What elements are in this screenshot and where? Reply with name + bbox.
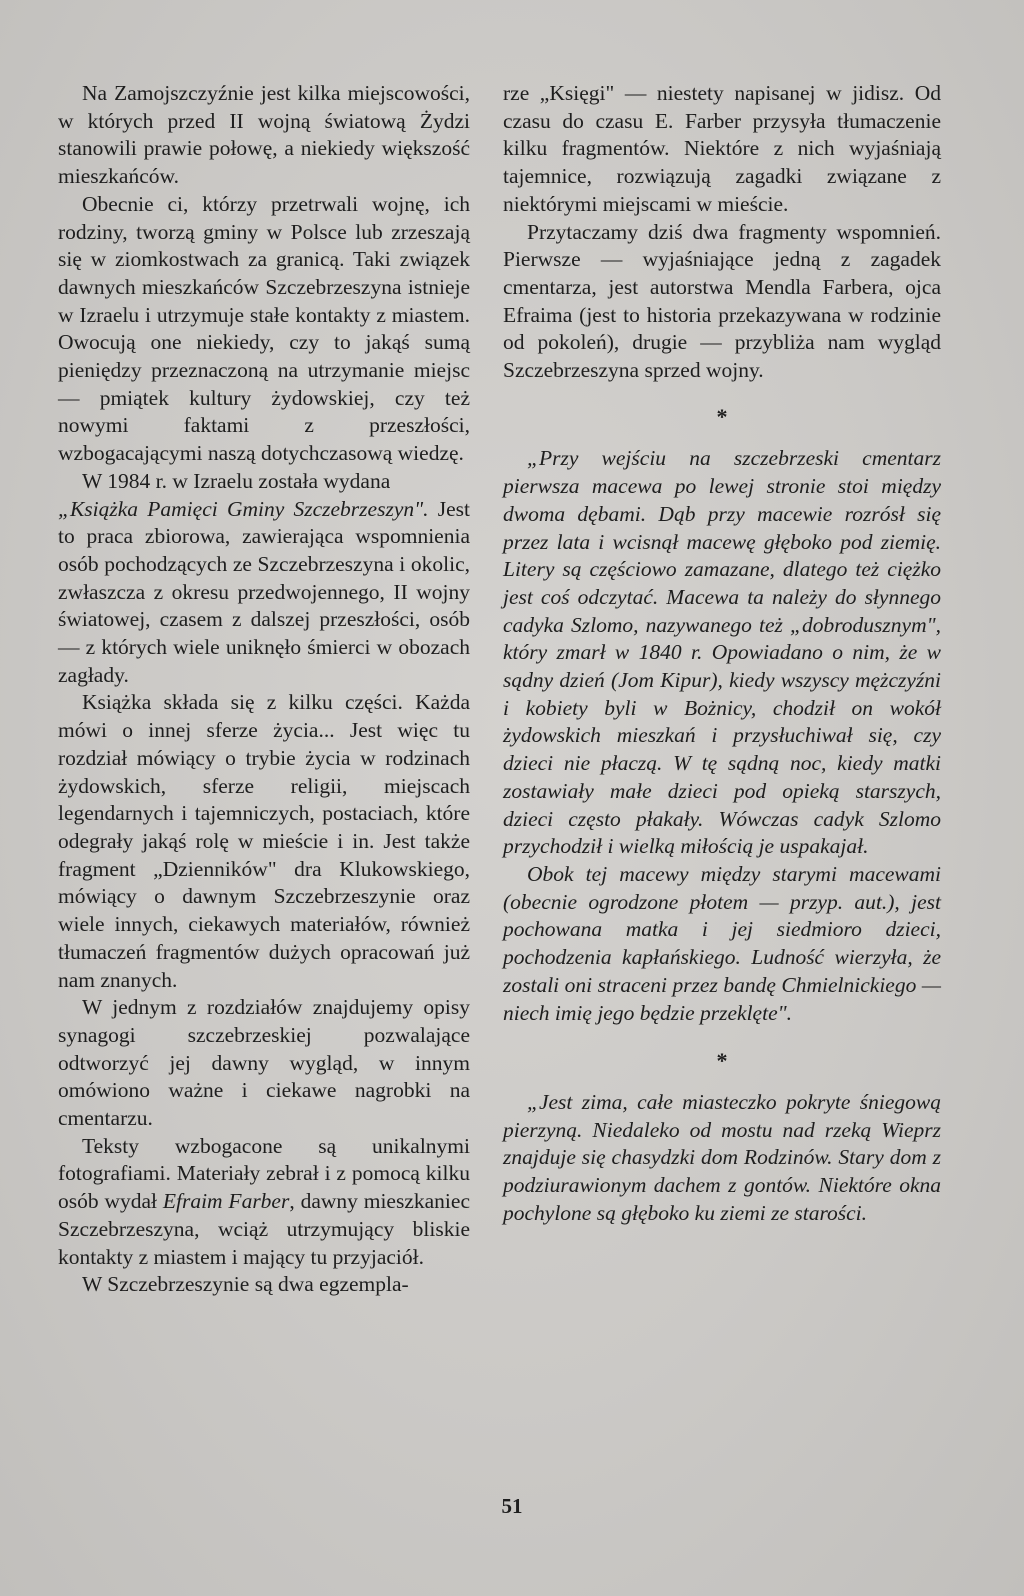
section-separator: *: [716, 1048, 728, 1074]
paragraph: W jednym z rozdziałów znajdujemy opisy synagogi szczebrzeskiej pozwalające odtworzyć jej dawny wygląd, w innym omówiono ważne i ciekawe nagrobki na cmentarzu.: [58, 995, 470, 1131]
photos-text-start: Teksty wzbogacone są unikalnymi fotografiami. Materiały zebrał i z pomocą kilku osób wydał: [58, 1133, 470, 1214]
paragraph-book-title: [58, 496, 470, 690]
page-number: 51: [501, 1494, 523, 1518]
quote-paragraph: Obok tej macewy między starymi macewami (obecnie ogrodzone płotem — przyp. aut.), jest pochowana matka i jej siedmioro dzieci, pochodzenia kapłańskiego. Ludność wierzyła, że zostali oni straceni przez bandę Chmielnickiego — niech imię jego będzie przeklęte".: [503, 861, 941, 1025]
left-column: [58, 80, 470, 1299]
paragraph: Na Zamojszczyźnie jest kilka miejscowości, w których przed II wojną światową Żydzi stanowili prawie połowę, a niekiedy większość mieszkańców.: [58, 81, 470, 189]
quote-paragraph: „Jest zima, całe miasteczko pokryte śniegową pierzyną. Niedaleko od mostu nad rzeką Wieprz znajduje się chasydzki dom Rodzinów. Stary dom z podziurawionym dachem z gontów. Niektóre okna pochylone są głęboko ku ziemi ze starości.: [503, 1089, 941, 1225]
paragraph: W Szczebrzeszynie są dwa egzempla-: [82, 1272, 409, 1297]
quote-paragraph: „Przy wejściu na szczebrzeski cmentarz pierwsza macewa po lewej stronie stoi między dwoma dębami. Dąb przy macewie rozrósł się przez lata i wcisnął macewę głęboko pod ziemię. Litery są częściowo zamazane, dlatego też ciężko jest coś odczytać. Macewa ta należy do słynnego cadyka Szlomo, nazywanego też „dobrodusznym", który zmarł w 1840 r. Opowiadano o nim, że w sądny dzień (Jom Kipur), kiedy wszyscy mężczyźni i kobiety byli w Bożnicy, chodził on wokół żydowskich mieszkań i przysłuchiwał się, czy dzieci nie płaczą. W tę sądną noc, kiedy matki zostawiały małe dzieci pod opieką starszych, dzieci często płakały. Wówczas cadyk Szlomo przychodził i wielką miłością je uspakajał.: [503, 446, 941, 859]
publisher-name: Efraim Farber: [162, 1189, 290, 1214]
book-title: „Książka Pamięci Gminy Szczebrzeszyn".: [58, 496, 429, 521]
paragraph: Obecnie ci, którzy przetrwali wojnę, ich rodziny, tworzą gminy w Polsce lub zrzeszają się w ziomkostwach za granicą. Taki związek dawnych mieszkańców Szczebrzeszyna istnieje w Izraelu i utrzymuje stałe kontakty z miastem. Owocują one niekiedy, czy to jakąś sumą pieniędzy przeznaczoną na utrzymanie miejsc — pmiątek kultury żydowskiej, czy też nowymi faktami z przeszłości, wzbogacającymi naszą dotychczasową wiedzę.: [58, 191, 470, 466]
paragraph: W 1984 r. w Izraelu została wydana: [82, 468, 391, 493]
section-separator: *: [716, 403, 728, 429]
paragraph: Przytaczamy dziś dwa fragmenty wspomnień. Pierwsze — wyjaśniające jedną z zagadek cmentarza, jest autorstwa Mendla Farbera, ojca Efraima (jest to historia przekazywana w rodzinie od pokoleń), drugie — przybliża nam wygląd Szczebrzeszyna sprzed wojny.: [503, 219, 941, 383]
photos-text-end: , dawny mieszkaniec Szczebrzeszyna, wciąż utrzymujący bliskie kontakty z miastem i mający tu przyjaciół.: [58, 1189, 470, 1269]
paragraph: Książka składa się z kilku części. Każda mówi o innej sferze życia... Jest więc tu rozdział mówiący o trybie życia w rodzinach żydowskich, sferze religii, miejscach legendarnych i tajemniczych, postaciach, które odegrały jakąś rolę w mieście i in. Jest także fragment „Dzienników" dra Klukowskiego, mówiący o dawnym Szczebrzeszynie oraz wiele innych, ciekawych materiałów, również tłumaczeń fragmentów dużych opracowań już nam znanych.: [58, 690, 470, 992]
book-title-tail: Jest to praca zbiorowa, zawierająca wspomnienia osób pochodzących ze Szczebrzeszyna i okolic, zwłaszcza z okresu przedwojennego, II wojny światowej, czasem z dalszej przeszłości, osób — z których wiele uniknęło śmierci w obozach zagłady.: [58, 496, 470, 687]
right-column: [503, 80, 941, 1227]
paragraph-photos: [58, 1133, 470, 1272]
paragraph: rze „Księgi" — niestety napisanej w jidisz. Od czasu do czasu E. Farber przysyła tłumaczenie kilku fragmentów. Niektóre z nich wyjaśniają tajemnice, rozwiązują zagadki związane z niektórymi miejscami w mieście.: [503, 81, 941, 216]
